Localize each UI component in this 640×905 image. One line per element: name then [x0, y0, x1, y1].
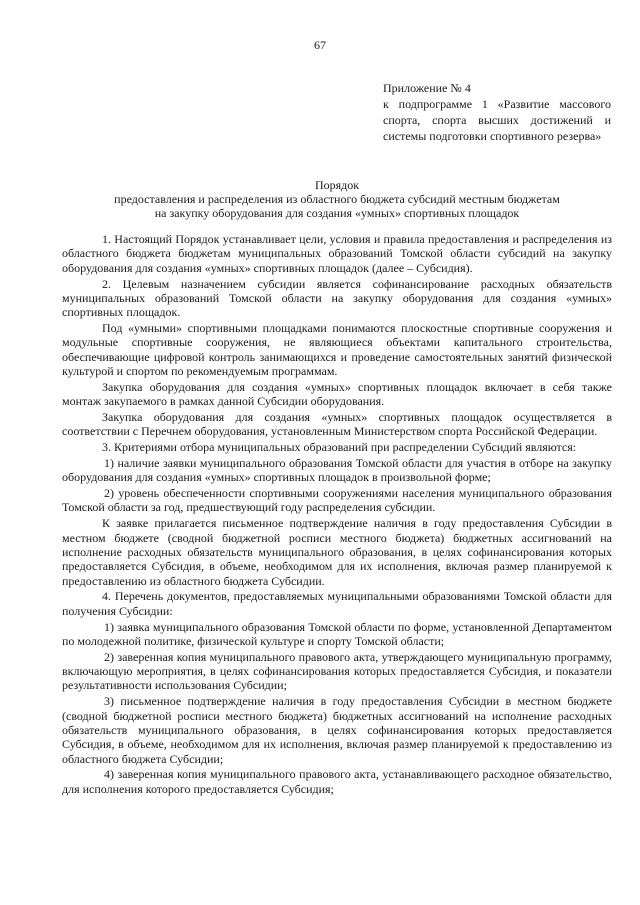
paragraph: 4) заверенная копия муниципального правового акта, устанавливающего расходное обязательство, для исполнения которого предоставляется Субсидия; [62, 767, 612, 796]
paragraph: 1. Настоящий Порядок устанавливает цели, условия и правила предоставления и распределения из областного бюджета бюджетам муниципальных образований Томской области субсидий на закупку оборудования для создания «умных» спортивных площадок (далее – Субсидия). [62, 232, 612, 275]
paragraph: 2. Целевым назначением субсидии является софинансирование расходных обязательств муниципальных образований Томской области на закупку оборудования для создания «умных» спортивных площадок. [62, 276, 612, 320]
paragraph: Закупка оборудования для создания «умных» спортивных площадок включает в себя также монтаж закупаемого в рамках данной Субсидии оборудования. [62, 379, 612, 409]
appendix-title: Приложение № 4 [383, 81, 471, 95]
paragraph: 2) заверенная копия муниципального правового акта, утверждающего муниципальную программу, включающую мероприятия, в целях софинансирования которых предоставляется Субсидия, и показатели результативности использования Субсидии; [62, 649, 612, 693]
title-line-1: предоставления и распределения из областного бюджета субсидий местным бюджетам [114, 192, 560, 206]
paragraph: Закупка оборудования для создания «умных» спортивных площадок осуществляется в соответствии с Перечнем оборудования, установленным Министерством спорта Российской Федерации. [62, 410, 612, 439]
paragraph: 1) заявка муниципального образования Томской области по форме, установленной Департаментом по молодежной политике, физической культуре и спорту Томской области; [62, 619, 612, 648]
paragraph: Под «умными» спортивными площадками понимаются плоскостные спортивные сооружения и модульные спортивные сооружения, не являющиеся объектами капитального строительства, обеспечивающие цифровой контроль занимающихся и проведение самостоятельных занятий физической культурой и спортом по рекомендуемым программам. [62, 321, 612, 379]
paragraph: 4. Перечень документов, предоставляемых муниципальными образованиями Томской области для получения Субсидии: [62, 589, 612, 618]
paragraph: К заявке прилагается письменное подтверждение наличия в году предоставления Субсидии в местном бюджете (сводной бюджетной росписи местного бюджета) бюджетных ассигнований на исполнение расходных обязательств муниципального образования, в целях софинансирования которых предоставляется Субсидия, в объеме, необходимом для их исполнения, включая размер планируемой к предоставлению из областного бюджета Субсидии. [62, 516, 612, 588]
paragraph: 3. Критериями отбора муниципальных образований при распределении Субсидий являются: [102, 440, 577, 455]
title-heading: Порядок [314, 178, 360, 192]
appendix-text: к подпрограмме 1 «Развитие массового спорта, спорта высших достижений и системы подготовки спортивного резерва» [383, 97, 611, 143]
document-body [62, 232, 612, 798]
appendix-block [383, 80, 611, 144]
paragraph: 2) уровень обеспеченности спортивными сооружениями населения муниципального образования Томской области за год, предшествующий году распределения субсидии. [62, 485, 612, 515]
page-number: 67 [314, 38, 326, 52]
document-title [62, 178, 612, 220]
title-line-2: на закупку оборудования для создания «умных» спортивных площадок [154, 206, 520, 220]
paragraph: 3) письменное подтверждение наличия в году предоставления Субсидии в местном бюджете (сводной бюджетной росписи местного бюджета) бюджетных ассигнований на исполнение расходных обязательств муниципального образования, в целях софинансирования которых предоставляется Субсидия, в объеме, необходимом для их исполнения, включая размер планируемой к предоставлению из областного бюджета Субсидии; [62, 694, 612, 766]
paragraph: 1) наличие заявки муниципального образования Томской области для участия в отборе на закупку оборудования для создания «умных» спортивных площадок в произвольной форме; [62, 455, 612, 485]
